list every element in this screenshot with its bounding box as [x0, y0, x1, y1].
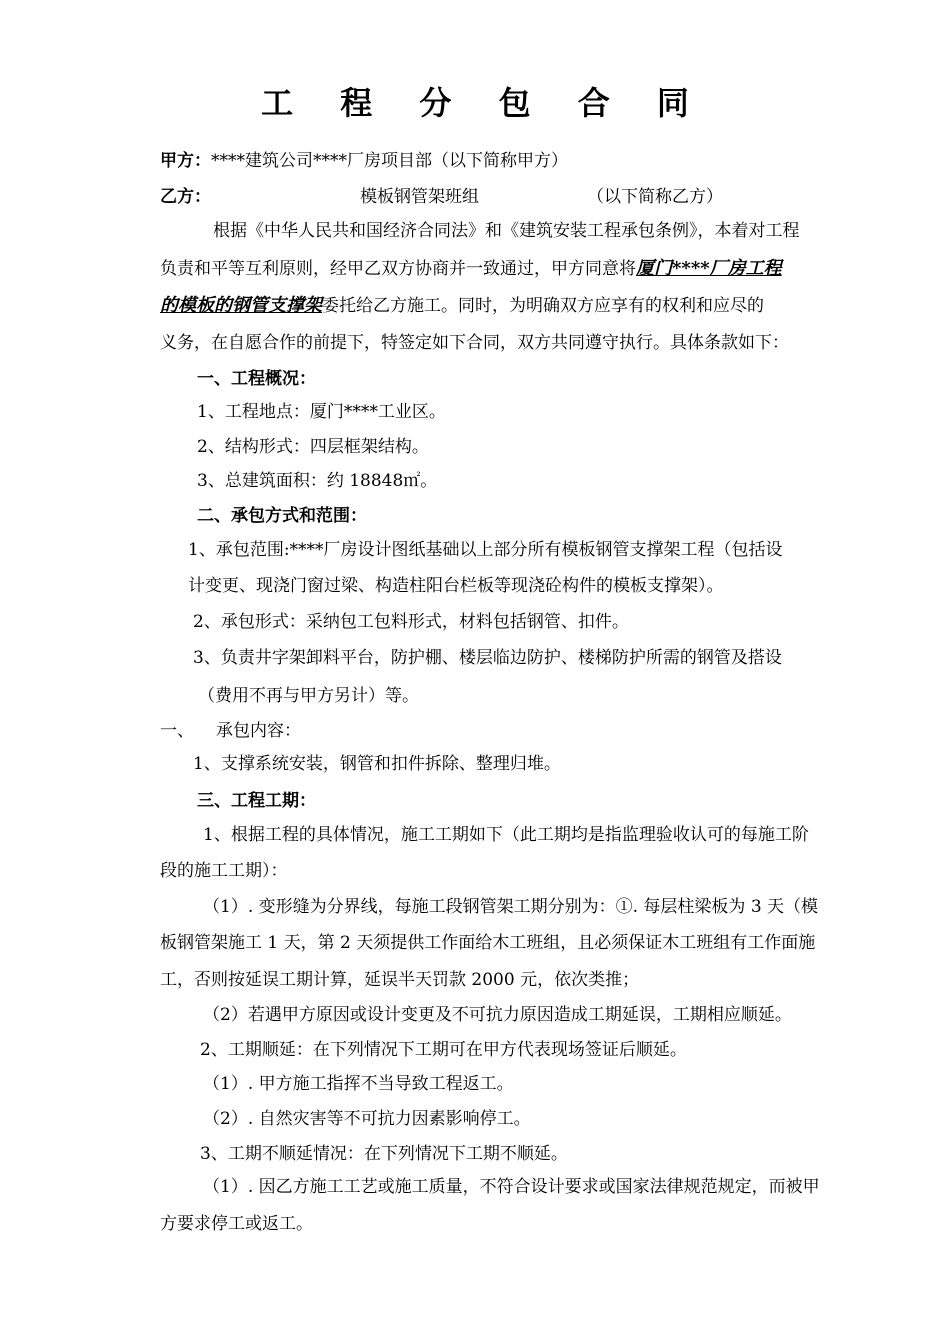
document-title: 工 程 分 包 合 同 — [261, 84, 707, 122]
section-1-heading: 一、工程概况： — [197, 369, 316, 389]
section-3-para-2a: （1）. 变形缝为分界线，每施工段钢管架工期分别为：①. 每层柱梁板为 3 天（模 — [203, 897, 819, 917]
section-1-item-2: 2、结构形式：四层框架结构。 — [197, 437, 429, 457]
section-2-heading: 二、承包方式和范围： — [197, 506, 367, 526]
section-3-para-8b: 方要求停工或返工。 — [160, 1214, 313, 1234]
preamble-line-2-text: 负责和平等互利原则，经甲乙双方协商并一致通过，甲方同意将 — [160, 259, 636, 279]
section-2-item-2: 2、承包形式：采纳包工包料形式，材料包括钢管、扣件。 — [193, 612, 629, 632]
section-3-para-6: （2）. 自然灾害等不可抗力因素影响停工。 — [203, 1109, 531, 1129]
preamble-line-3 — [160, 294, 764, 318]
section-1-item-3: 3、总建筑面积：约 18848㎡。 — [197, 471, 438, 491]
section-2-item-3b: （费用不再与甲方另计）等。 — [198, 686, 419, 706]
section-3-para-7: 3、工期不顺延情况：在下列情况下工期不顺延。 — [200, 1144, 568, 1164]
section-3-para-8a: （1）. 因乙方施工工艺或施工质量，不符合设计要求或国家法律规范规定，而被甲 — [203, 1177, 820, 1197]
section-3-para-3: （2）若遇甲方原因或设计变更及不可抗力原因造成工期延误，工期相应顺延。 — [203, 1005, 792, 1025]
section-3-para-5: （1）. 甲方施工指挥不当导致工程返工。 — [203, 1074, 514, 1094]
preamble-line-4: 义务，在自愿合作的前提下，特签定如下合同，双方共同遵守执行。具体条款如下： — [160, 333, 789, 353]
section-2-item-3a: 3、负责井字架卸料平台，防护棚、楼层临边防护、楼梯防护所需的钢管及搭设 — [193, 648, 782, 668]
party-b-note: （以下简称乙方） — [587, 187, 723, 207]
section-2-item-1a: 1、承包范围:****厂房设计图纸基础以上部分所有模板钢管支撑架工程（包括设 — [188, 540, 783, 560]
project-name-part-1: 厦门****厂房工程 — [636, 258, 782, 279]
party-b-name: 模板钢管架班组 — [360, 187, 479, 207]
preamble-line-1: 根据《中华人民共和国经济合同法》和《建筑安装工程承包条例》，本着对工程 — [213, 221, 800, 241]
section-3-para-2b: 板钢管架施工 1 天，第 2 天须提供工作面给木工班组，且必须保证木工班组有工作面施 — [160, 933, 816, 953]
preamble-line-3-text: 委托给乙方施工。同时，为明确双方应享有的权利和应尽的 — [322, 296, 764, 316]
section-3-para-4: 2、工期顺延：在下列情况下工期可在甲方代表现场签证后顺延。 — [200, 1040, 687, 1060]
section-content-heading-line — [160, 719, 301, 743]
party-a-line — [160, 149, 568, 173]
section-1-item-1: 1、工程地点：厦门****工业区。 — [197, 402, 446, 422]
section-3-para-2c: 工，否则按延误工期计算，延误半天罚款 2000 元，依次类推； — [160, 970, 640, 990]
section-3-heading: 三、工程工期： — [197, 791, 316, 811]
section-content-number: 一、 — [160, 721, 194, 741]
party-b-label: 乙方： — [160, 187, 211, 207]
section-3-para-1a: 1、根据工程的具体情况，施工工期如下（此工期均是指监理验收认可的每施工阶 — [203, 825, 809, 845]
party-b-line — [160, 185, 880, 209]
party-a-label: 甲方： — [160, 151, 211, 171]
section-content-item-1: 1、支撑系统安装，钢管和扣件拆除、整理归堆。 — [193, 754, 561, 774]
party-a-text: ****建筑公司****厂房项目部（以下简称甲方） — [211, 151, 568, 171]
section-2-item-1b: 计变更、现浇门窗过梁、构造柱阳台栏板等现浇砼构件的模板支撑架）。 — [188, 576, 724, 596]
project-name-part-2: 的模板的钢管支撑架 — [160, 295, 322, 316]
preamble-line-2 — [160, 257, 782, 281]
section-content-heading: 承包内容： — [216, 721, 301, 741]
section-3-para-1b: 段的施工工期）： — [160, 861, 288, 881]
